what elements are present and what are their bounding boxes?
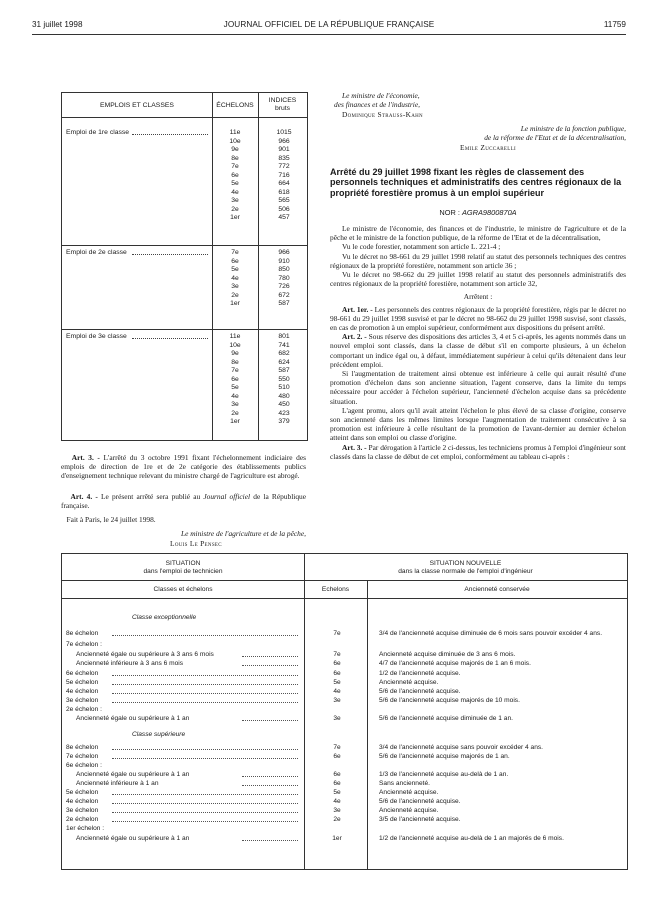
nor-code: AGRA9800870A [461,208,517,217]
article-3-right-label: Art. 3. - [342,442,367,452]
echelon-cell: 6e [333,660,341,667]
nor-label: NOR : [439,208,462,217]
indice-cell: 624 [278,358,290,366]
echelon-cell: 2e [231,409,239,417]
leader-dots [112,812,298,813]
anciennete-cell: 5/6 de l'ancienneté acquise majorés de 1 an. [379,753,510,760]
echelon-cell: 4e [333,688,341,695]
echelon-cell: 5e [333,789,341,796]
table-row [62,629,627,638]
leader-dots [112,821,298,822]
echelon-cell: 6e [333,780,341,787]
indice-cell: 682 [278,350,290,357]
indices-table-header [62,93,307,118]
anciennete-cell: Ancienneté acquise. [379,679,439,686]
situation-cell: Ancienneté égale ou supérieure à 1 an [76,715,190,722]
situation-cell: 8e échelon [66,744,99,751]
anciennete-cell: 5/6 de l'ancienneté acquise. [379,688,461,695]
echelon-cell: 5e [333,679,341,686]
indice-cell: 550 [278,375,290,383]
echelon-cell: 7e [231,367,239,374]
arretent: Arrêtent : [463,292,493,302]
table-row [62,687,627,696]
vu-code-forestier: Vu le code forestier, notamment son article L. 221-4 ; [342,242,501,252]
situation-cell: Ancienneté inférieure à 3 ans 6 mois [76,660,184,667]
situation-cell: 5e échelon [66,789,99,796]
echelon-cell: 5e [231,266,239,273]
indice-cell: 457 [278,214,290,221]
indice-cell: 587 [278,367,290,374]
echelon-cell: 7e [231,163,239,170]
situation-cell: 7e échelon [66,753,99,760]
emploi-label: Emploi de 3e classe [66,333,127,340]
situation-cell: 3e échelon [66,807,99,814]
situation-cell: 2e échelon : [66,706,102,713]
table-row [62,640,627,649]
classe-superieure: Classe supérieure [132,731,186,738]
section-divider [62,245,307,246]
leader-dots [242,840,298,841]
situation-cell: Ancienneté inférieure à 1 an [76,780,159,787]
indice-cell: 618 [278,188,290,196]
article-2-label: Art. 2. - [342,332,367,342]
signature-name-fonction: Emile Zuccarelli [460,143,516,152]
situation-cell: 6e échelon [66,670,99,677]
page-header [32,20,626,34]
article-3-text: L'arrêté du 3 octobre 1991 fixant l'échelonnement indiciaire des emplois de direction de 1re et de 2e catégorie des établissements publics d'enseignement technique relevant du ministre chargé de l'agriculture est abrogé. [61,453,306,481]
leader-dots [112,702,298,703]
article-4-paragraph [61,492,306,510]
echelon-cell: 3e [231,197,239,204]
col-echelons-header: ÉCHELONS [216,102,254,109]
signature-name-economie: Dominique Strauss-Kahn [342,110,423,119]
situation-cell: 4e échelon [66,688,99,695]
article-3-right [330,443,626,461]
indice-cell: 510 [278,384,290,391]
echelon-cell: 4e [333,798,341,805]
article-2-third: L'agent promu, alors qu'il avait atteint l'échelon le plus élevé de sa classe d'origine, conserve son ancienneté dans les mêmes limites lorsque l'augmentation de traitement consécutive à sa promotion est inférieure à celle résultant de la promotion de l'avant-dernier au dernier échelon atteint dans son emploi ou classe d'origine. [330,405,626,443]
echelon-cell: 6e [231,375,239,383]
indice-cell: 506 [278,205,290,213]
leader-dots [112,635,298,636]
echelon-cell: 6e [333,670,341,677]
indice-cell: 850 [278,266,290,273]
article-3-paragraph [61,453,306,481]
table-row [62,797,627,806]
leader-dots [242,720,298,721]
indice-cell: 966 [278,249,290,256]
echelon-cell: 4e [231,188,239,196]
echelon-cell: 9e [231,350,239,357]
situation-cell: 3e échelon [66,697,99,704]
table-row [62,815,627,824]
echelon-cell: 1er [332,835,342,842]
leader-dots [112,675,298,676]
echelon-cell: 9e [231,146,239,153]
article-1-label: Art. 1er. - [342,304,373,314]
echelon-cell: 1er [230,418,240,425]
anciennete-cell: 3/5 de l'ancienneté acquise. [379,816,461,823]
situation-cell: 5e échelon [66,679,99,686]
article-2-text: Sous réserve des dispositions des articles 3, 4 et 5 ci-après, les agents nommés dans un nouvel emploi sont classés, dans la classe de début s'il en comporte plusieurs, à un échelon comportant un indice égal ou, à défaut, immédiatement supérieur à celui qu'ils détenaient dans leur précédent emploi. [330,332,626,369]
leader-dots [112,803,298,804]
indice-cell: 910 [278,257,290,265]
echelon-cell: 6e [231,171,239,179]
table-row [62,696,627,705]
column-divider [258,93,259,440]
echelon-cell: 2e [231,291,239,299]
echelon-cell: 5e [231,180,239,187]
table-row [62,659,627,668]
leader-dots [242,785,298,786]
echelon-cell: 7e [333,651,341,658]
anciennete-cell: 5/6 de l'ancienneté acquise diminuée de 1 an. [379,715,513,722]
indice-cell: 780 [278,274,290,282]
indice-cell: 716 [278,171,290,179]
situation-cell: 4e échelon [66,798,99,805]
echelons-header: Echelons [321,586,350,593]
situation-cell: 7e échelon : [66,641,102,648]
anciennete-cell: 4/7 de l'ancienneté acquise majorés de 1 an 6 mois. [379,660,531,667]
table-row [62,650,627,659]
anciennete-cell: 5/6 de l'ancienneté acquise. [379,798,461,805]
echelon-cell: 4e [231,274,239,282]
nouvelle-header: SITUATION NOUVELLE [429,560,502,567]
header-rule [32,34,626,35]
column-divider [212,93,213,440]
leader-dots [112,749,298,750]
journal-officiel-ref: Journal officiel [203,492,251,501]
indices-table [61,92,308,441]
table-row [62,834,627,843]
anciennete-cell: 1/2 de l'ancienneté acquise au-delà de 1 an majorés de 6 mois. [379,835,564,842]
leader-dots [242,776,298,777]
article-3-label: Art. 3. - [71,453,100,462]
indice-cell: 1015 [276,129,292,136]
table-row [62,752,627,761]
classes-echelons-header: Classes et échelons [153,586,213,593]
echelon-cell: 6e [333,753,341,760]
echelon-cell: 2e [333,816,341,823]
echelon-cell: 8e [231,154,239,162]
echelon-cell: 6e [333,771,341,778]
echelon-cell: 3e [333,715,341,722]
emploi-label: Emploi de 1re classe [66,129,130,136]
indice-cell: 726 [278,283,290,290]
table-row [62,788,627,797]
indice-cell: 966 [278,137,290,145]
echelon-cell: 3e [231,401,239,408]
table-row [62,770,627,779]
anciennete-cell: 3/4 de l'ancienneté acquise sans pouvoir excéder 4 ans. [379,744,544,751]
journal-title: JOURNAL OFFICIEL DE LA RÉPUBLIQUE FRANÇAISE [223,20,435,29]
signature-role-fonction-a: Le ministre de la fonction publique, [520,124,626,133]
echelon-cell: 8e [231,358,239,366]
situation-cell: 2e échelon [66,816,99,823]
vu-decret-662: Vu le décret no 98-662 du 29 juillet 1998 relatif au statut des personnels administratifs des centres régionaux de la propriété forestière, notamment son article 32, [330,270,626,289]
article-1-text: Les personnels des centres régionaux de la propriété forestière, régis par le décret no 98-661 du 29 juillet 1998 susvisé et par le décret no 98-662 du 29 juillet 1998 susvisé, sont classés, en cas de promotion à un emploi supérieur, conformément aux dispositions du présent arrêté. [330,304,626,333]
echelon-cell: 3e [333,807,341,814]
fait-text: Fait à Paris, le 24 juillet 1998. [66,515,156,524]
situation-cell: Ancienneté égale ou supérieure à 1 an [76,771,190,778]
echelon-cell: 1er [230,300,240,307]
article-2-second: Si l'augmentation de traitement ainsi obtenue est inférieure à celle qui aurait résulté d'une promotion d'échelon dans son ancienne situation, l'agent conserve, dans la limite du temps nécessaire pour accéder à l'échelon supérieur, l'ancienneté d'échelon acquise dans sa précédente situation. [330,369,626,406]
leader-dots [242,656,298,657]
header-rule-2 [62,598,627,599]
emploi-label: Emploi de 2e classe [66,249,127,256]
anciennete-cell: Ancienneté acquise. [379,789,439,796]
anciennete-cell: 5/6 de l'ancienneté acquise majorés de 10 mois. [379,697,520,704]
indice-cell: 480 [278,392,290,400]
signature-role-fonction-b: de la réforme de l'Etat et de la décentralisation, [484,133,626,142]
echelon-cell: 7e [333,744,341,751]
leader-dots [132,254,208,255]
signature-name-agriculture: Louis Le Pensec [170,539,222,548]
decree-title: Arrêté du 29 juillet 1998 fixant les règles de classement des personnels techniques et administratifs des centres régionaux de la propriété forestière promus à un emploi supérieur [330,167,622,198]
table-row [62,779,627,788]
table-row [62,761,627,770]
leader-dots [132,338,208,339]
signature-role-economie-b: des finances et de l'industrie, [334,100,420,109]
anciennete-cell: Sans ancienneté. [379,780,430,787]
situation-cell: Ancienneté égale ou supérieure à 3 ans 6 mois [76,651,214,658]
leader-dots [112,758,298,759]
echelon-cell: 10e [229,341,241,349]
article-4-label: Art. 4. - [70,492,98,501]
situation-cell: 8e échelon [66,630,99,637]
echelon-cell: 2e [231,205,239,213]
situation-header: SITUATION [165,560,201,567]
section-divider [62,329,307,330]
echelon-cell: 3e [333,697,341,704]
article-3-right-text: Par dérogation à l'article 2 ci-dessus, les techniciens promus à l'emploi d'ingénieur sont classés dans la classe de début de cet emploi, conformément au tableau ci-après : [330,442,626,461]
echelon-cell: 11e [229,129,241,136]
situation-cell: 6e échelon : [66,762,102,769]
signature-role-agriculture: Le ministre de l'agriculture et de la pêche, [180,529,306,538]
echelon-cell: 10e [229,137,241,145]
indice-cell: 672 [278,291,290,299]
leader-dots [112,794,298,795]
classement-table [61,553,628,870]
decree-body [330,224,626,461]
indice-cell: 664 [278,180,290,187]
indice-cell: 801 [278,333,290,340]
anciennete-cell: Ancienneté acquise. [379,807,439,814]
echelon-cell: 7e [333,630,341,637]
table-row [62,743,627,752]
leader-dots [132,134,208,135]
article-4-text-b: de la République française. [61,492,306,511]
situation-cell: 1er échelon : [66,825,105,832]
table-row [62,705,627,714]
leader-dots [112,693,298,694]
echelon-cell: 11e [229,333,241,340]
header-date: 31 juillet 1998 [32,20,83,29]
table-row [62,806,627,815]
anciennete-cell: Ancienneté acquise diminuée de 3 ans 6 mois. [379,651,516,658]
col-indices-header: INDICES [268,97,297,104]
echelon-cell: 7e [231,249,239,256]
anciennete-cell: 3/4 de l'ancienneté acquise diminuée de 6 mois sans pouvoir excéder 4 ans. [379,630,603,637]
leader-dots [112,684,298,685]
echelon-cell: 6e [231,257,239,265]
signature-role-economie-a: Le ministre de l'économie, [342,91,420,100]
page-number: 11759 [603,20,626,29]
indice-cell: 565 [278,197,290,204]
indice-cell: 835 [278,154,290,162]
vu-decret-661: Vu le décret no 98-661 du 29 juillet 1998 relatif au statut des personnels techniques des centres régionaux de la propriété forestière, notamment son article 36 ; [330,251,626,270]
article-4-text-a: Le présent arrêté sera publié au [97,492,204,501]
article-1 [330,305,626,333]
table-row [62,678,627,687]
echelon-cell: 1er [230,214,240,221]
anciennete-header: Ancienneté conservée [464,586,530,593]
table-row [62,669,627,678]
situation-subheader: dans l'emploi de technicien [143,568,223,575]
anciennete-cell: 1/3 de l'ancienneté acquise au-delà de 1 an. [379,771,509,778]
nor-reference [330,208,626,217]
decree-preamble: Le ministre de l'économie, des finances et de l'industrie, le ministre de l'agriculture et de la pêche et le ministre de la fonction publique, de la réforme de l'Etat et de la décentralisation, [330,224,626,243]
header-rule-1 [62,580,627,581]
echelon-cell: 3e [231,283,239,290]
indice-cell: 379 [278,418,290,425]
table-row [62,824,627,833]
indice-cell: 587 [278,300,290,307]
col-indices-subheader: bruts [274,105,291,112]
leader-dots [242,665,298,666]
echelon-cell: 5e [231,384,239,391]
indice-cell: 772 [278,163,290,170]
indice-cell: 423 [278,409,290,417]
fait-a-paris [61,515,306,524]
nouvelle-subheader: dans la classe normale de l'emploi d'ingénieur [398,568,533,575]
anciennete-cell: 1/2 de l'ancienneté acquise. [379,670,461,677]
situation-cell: Ancienneté égale ou supérieure à 1 an [76,835,190,842]
classe-exceptionnelle: Classe exceptionnelle [132,614,197,621]
indice-cell: 741 [278,341,290,349]
article-2 [330,332,626,369]
indice-cell: 901 [278,146,290,153]
indice-cell: 450 [278,401,290,408]
echelon-cell: 4e [231,392,239,400]
table-row [62,714,627,723]
col-emplois-header: EMPLOIS ET CLASSES [100,102,174,109]
